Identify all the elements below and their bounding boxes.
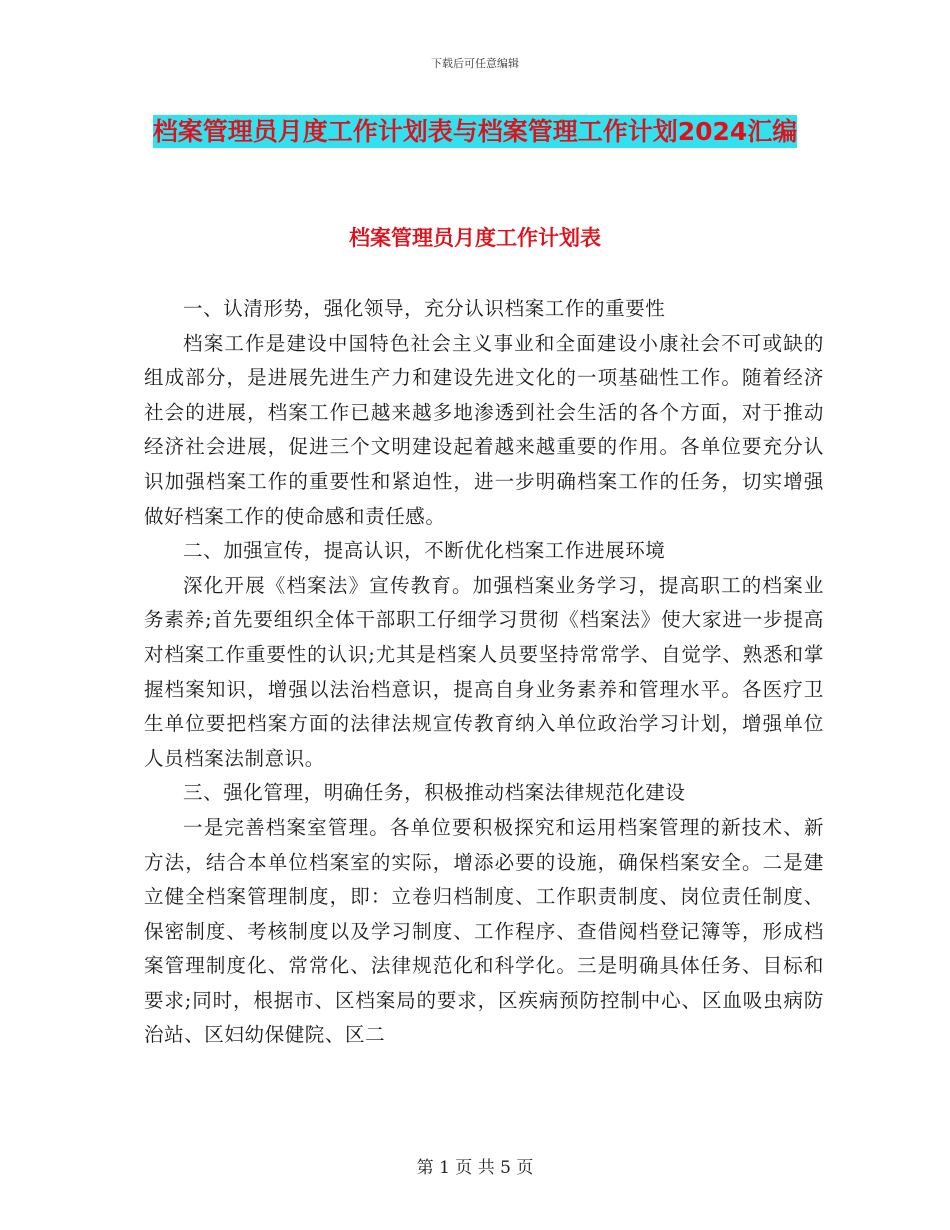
page-footer: 第 1 页 共 5 页 <box>416 1158 534 1178</box>
section-title: 档案管理员月度工作计划表 <box>349 226 601 250</box>
document-title <box>140 108 810 156</box>
body-content <box>144 292 824 1053</box>
header-note: 下载后可任意编辑 <box>431 57 519 70</box>
document-title-text: 档案管理员月度工作计划表与档案管理工作计划2024汇编 <box>152 117 798 146</box>
heading-1: 一、认清形势，强化领导，充分认识档案工作的重要性 <box>183 297 666 320</box>
paragraph-3: 一是完善档案室管理。各单位要积极探究和运用档案管理的新技术、新方法，结合本单位档案室的实际，增添必要的设施，确保档案安全。二是建立健全档案管理制度，即：立卷归档制度、工作职责制度、岗位责任制度、保密制度、考核制度以及学习制度、工作程序、查借阅档登记簿等，形成档案管理制度化、常常化、法律规范化和科学化。三是明确具体任务、目标和要求;同时，根据市、区档案局的要求，区疾病预防控制中心、区血吸虫病防治站、区妇幼保健院、区二 <box>144 815 824 1047</box>
paragraph-1: 档案工作是建设中国特色社会主义事业和全面建设小康社会不可或缺的组成部分，是进展先进生产力和建设先进文化的一项基础性工作。随着经济社会的进展，档案工作已越来越多地渗透到社会生活的各个方面，对于推动经济社会进展，促进三个文明建设起着越来越重要的作用。各单位要充分认识加强档案工作的重要性和紧迫性，进一步明确档案工作的任务，切实增强做好档案工作的使命感和责任感。 <box>144 331 824 528</box>
heading-3: 三、强化管理，明确任务，积极推动档案法律规范化建设 <box>183 781 686 805</box>
paragraph-2: 深化开展《档案法》宣传教育。加强档案业务学习，提高职工的档案业务素养;首先要组织全体干部职工仔细学习贯彻《档案法》使大家进一步提高对档案工作重要性的认识;尤其是档案人员要坚持常常学、自觉学、熟悉和掌握档案知识，增强以法治档意识，提高自身业务素养和管理水平。各医疗卫生单位要把档案方面的法律法规宣传教育纳入单位政治学习计划，增强单位人员档案法制意识。 <box>144 573 824 770</box>
heading-2: 二、加强宣传，提高认识，不断优化档案工作进展环境 <box>183 539 666 563</box>
